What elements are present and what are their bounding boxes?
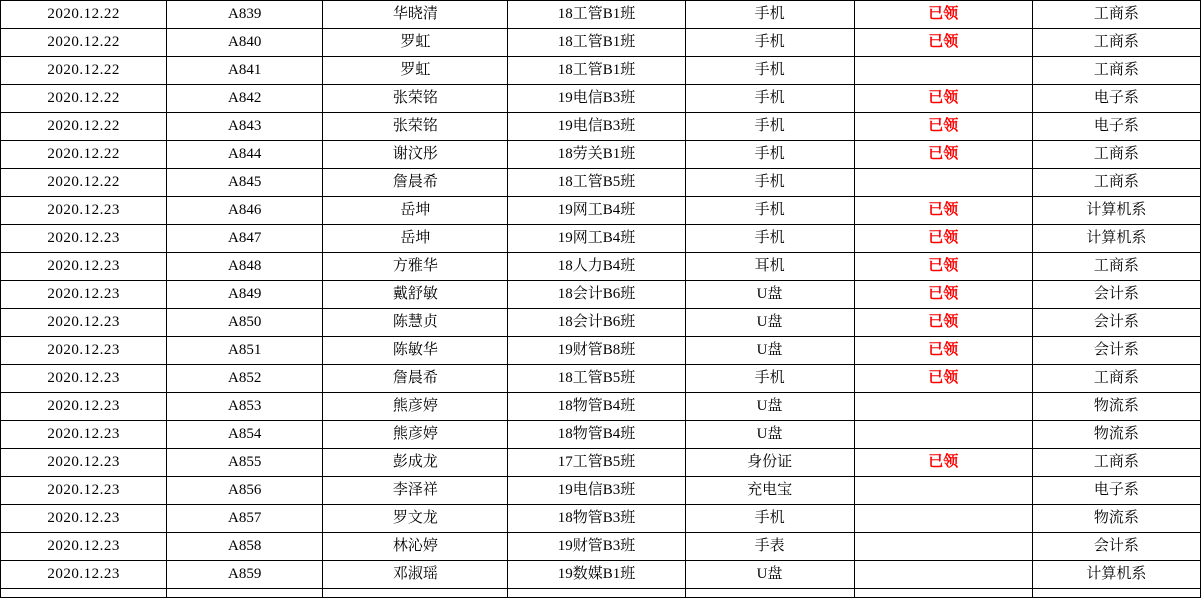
cell-name: 林沁婷 [323, 533, 508, 561]
cell-dept: 电子系 [1032, 85, 1200, 113]
cell-dept: 物流系 [1032, 421, 1200, 449]
cell-item: 身份证 [685, 449, 854, 477]
cell-id: A840 [167, 29, 323, 57]
cell-item: 手表 [685, 533, 854, 561]
cell-id: A854 [167, 421, 323, 449]
table-row [1, 169, 1201, 197]
cell-class: 18工管B1班 [508, 57, 685, 85]
cell-class: 18工管B1班 [508, 1, 685, 29]
cell-id: A850 [167, 309, 323, 337]
cell-date [1, 589, 167, 598]
cell-status [854, 561, 1032, 589]
cell-name: 彭成龙 [323, 449, 508, 477]
cell-item: U盘 [685, 337, 854, 365]
cell-status [854, 477, 1032, 505]
cell-date: 2020.12.22 [1, 169, 167, 197]
cell-id: A845 [167, 169, 323, 197]
cell-name: 陈慧贞 [323, 309, 508, 337]
cell-item: U盘 [685, 281, 854, 309]
cell-item: U盘 [685, 309, 854, 337]
cell-class: 19财管B8班 [508, 337, 685, 365]
table-row [1, 197, 1201, 225]
cell-class: 18物管B4班 [508, 393, 685, 421]
cell-item: 手机 [685, 169, 854, 197]
cell-name: 谢汶彤 [323, 141, 508, 169]
cell-id: A851 [167, 337, 323, 365]
cell-item: 手机 [685, 505, 854, 533]
cell-dept: 会计系 [1032, 533, 1200, 561]
cell-class: 19网工B4班 [508, 225, 685, 253]
cell-dept: 会计系 [1032, 281, 1200, 309]
cell-id: A847 [167, 225, 323, 253]
cell-id: A849 [167, 281, 323, 309]
cell-status: 已领 [854, 1, 1032, 29]
table-row [1, 253, 1201, 281]
cell-status: 已领 [854, 85, 1032, 113]
table-row [1, 85, 1201, 113]
cell-date: 2020.12.22 [1, 141, 167, 169]
cell-name: 李泽祥 [323, 477, 508, 505]
cell-name: 戴舒敏 [323, 281, 508, 309]
cell-status [854, 57, 1032, 85]
cell-item [685, 589, 854, 598]
cell-dept: 工商系 [1032, 57, 1200, 85]
cell-id: A856 [167, 477, 323, 505]
cell-class: 18工管B1班 [508, 29, 685, 57]
cell-name: 罗文龙 [323, 505, 508, 533]
cell-date: 2020.12.22 [1, 113, 167, 141]
cell-date: 2020.12.22 [1, 57, 167, 85]
table-row [1, 141, 1201, 169]
cell-status: 已领 [854, 281, 1032, 309]
cell-id: A848 [167, 253, 323, 281]
cell-item: 手机 [685, 1, 854, 29]
cell-class: 18物管B3班 [508, 505, 685, 533]
cell-item: 手机 [685, 29, 854, 57]
cell-item: 手机 [685, 225, 854, 253]
cell-name: 罗虹 [323, 29, 508, 57]
cell-id: A846 [167, 197, 323, 225]
cell-id: A843 [167, 113, 323, 141]
cell-dept: 工商系 [1032, 365, 1200, 393]
cell-date: 2020.12.23 [1, 421, 167, 449]
cell-item: 手机 [685, 141, 854, 169]
cell-dept: 电子系 [1032, 477, 1200, 505]
cell-dept: 工商系 [1032, 1, 1200, 29]
table-row [1, 281, 1201, 309]
table-row [1, 421, 1201, 449]
cell-name: 罗虹 [323, 57, 508, 85]
cell-name: 岳坤 [323, 225, 508, 253]
cell-id: A852 [167, 365, 323, 393]
cell-name: 熊彦婷 [323, 393, 508, 421]
cell-name: 邓淑瑶 [323, 561, 508, 589]
cell-status [854, 421, 1032, 449]
cell-status: 已领 [854, 225, 1032, 253]
cell-class: 19网工B4班 [508, 197, 685, 225]
cell-date: 2020.12.23 [1, 309, 167, 337]
cell-status: 已领 [854, 113, 1032, 141]
cell-item: 耳机 [685, 253, 854, 281]
cell-class: 18会计B6班 [508, 281, 685, 309]
cell-id: A857 [167, 505, 323, 533]
cell-class: 19电信B3班 [508, 113, 685, 141]
cell-name: 张荣铭 [323, 85, 508, 113]
cell-name: 方雅华 [323, 253, 508, 281]
cell-status: 已领 [854, 449, 1032, 477]
cell-class: 19财管B3班 [508, 533, 685, 561]
cell-id: A855 [167, 449, 323, 477]
cell-dept: 工商系 [1032, 29, 1200, 57]
cell-dept: 会计系 [1032, 309, 1200, 337]
cell-status: 已领 [854, 365, 1032, 393]
cell-name: 詹晨希 [323, 365, 508, 393]
cell-dept: 工商系 [1032, 253, 1200, 281]
cell-class: 18会计B6班 [508, 309, 685, 337]
cell-status [854, 589, 1032, 598]
cell-class: 18物管B4班 [508, 421, 685, 449]
cell-id: A844 [167, 141, 323, 169]
cell-date: 2020.12.23 [1, 365, 167, 393]
cell-date: 2020.12.23 [1, 281, 167, 309]
cell-status [854, 505, 1032, 533]
cell-status: 已领 [854, 309, 1032, 337]
cell-date: 2020.12.22 [1, 1, 167, 29]
cell-dept: 计算机系 [1032, 225, 1200, 253]
cell-name: 张荣铭 [323, 113, 508, 141]
cell-class: 18工管B5班 [508, 365, 685, 393]
cell-date: 2020.12.23 [1, 197, 167, 225]
table-row [1, 449, 1201, 477]
cell-item: U盘 [685, 393, 854, 421]
cell-date: 2020.12.23 [1, 477, 167, 505]
cell-item: 手机 [685, 57, 854, 85]
cell-dept: 物流系 [1032, 393, 1200, 421]
cell-dept: 计算机系 [1032, 197, 1200, 225]
cell-dept: 会计系 [1032, 337, 1200, 365]
cell-class: 18劳关B1班 [508, 141, 685, 169]
table-row [1, 57, 1201, 85]
cell-id: A858 [167, 533, 323, 561]
cell-class: 17工管B5班 [508, 449, 685, 477]
cell-item: U盘 [685, 421, 854, 449]
cell-date: 2020.12.22 [1, 85, 167, 113]
cell-dept [1032, 589, 1200, 598]
cell-name: 华晓清 [323, 1, 508, 29]
table-row [1, 561, 1201, 589]
cell-class: 19电信B3班 [508, 85, 685, 113]
cell-date: 2020.12.23 [1, 225, 167, 253]
cell-date: 2020.12.23 [1, 449, 167, 477]
cell-item: 手机 [685, 197, 854, 225]
cell-status: 已领 [854, 141, 1032, 169]
cell-name: 岳坤 [323, 197, 508, 225]
table-row [1, 309, 1201, 337]
cell-id: A839 [167, 1, 323, 29]
cell-dept: 工商系 [1032, 449, 1200, 477]
table-row [1, 505, 1201, 533]
cell-item: 充电宝 [685, 477, 854, 505]
table-body [1, 1, 1201, 598]
table-row [1, 1, 1201, 29]
cell-item: 手机 [685, 365, 854, 393]
cell-date: 2020.12.23 [1, 253, 167, 281]
cell-status: 已领 [854, 253, 1032, 281]
cell-status: 已领 [854, 29, 1032, 57]
cell-id: A853 [167, 393, 323, 421]
cell-class [508, 589, 685, 598]
cell-id: A841 [167, 57, 323, 85]
table-row [1, 393, 1201, 421]
cell-dept: 工商系 [1032, 141, 1200, 169]
cell-date: 2020.12.23 [1, 505, 167, 533]
table-row [1, 225, 1201, 253]
table-row [1, 337, 1201, 365]
cell-name: 詹晨希 [323, 169, 508, 197]
table-row [1, 477, 1201, 505]
cell-dept: 计算机系 [1032, 561, 1200, 589]
cell-id: A859 [167, 561, 323, 589]
cell-class: 19电信B3班 [508, 477, 685, 505]
table-row [1, 365, 1201, 393]
table-row [1, 29, 1201, 57]
cell-name: 熊彦婷 [323, 421, 508, 449]
cell-dept: 工商系 [1032, 169, 1200, 197]
cell-class: 18工管B5班 [508, 169, 685, 197]
table-row [1, 533, 1201, 561]
cell-status [854, 533, 1032, 561]
cell-status: 已领 [854, 197, 1032, 225]
cell-status [854, 393, 1032, 421]
cell-item: U盘 [685, 561, 854, 589]
table-row [1, 589, 1201, 598]
cell-date: 2020.12.22 [1, 29, 167, 57]
cell-class: 18人力B4班 [508, 253, 685, 281]
cell-class: 19数媒B1班 [508, 561, 685, 589]
cell-name [323, 589, 508, 598]
cell-id [167, 589, 323, 598]
table-row [1, 113, 1201, 141]
cell-item: 手机 [685, 85, 854, 113]
cell-name: 陈敏华 [323, 337, 508, 365]
cell-date: 2020.12.23 [1, 561, 167, 589]
cell-date: 2020.12.23 [1, 533, 167, 561]
cell-item: 手机 [685, 113, 854, 141]
cell-dept: 物流系 [1032, 505, 1200, 533]
cell-status: 已领 [854, 337, 1032, 365]
cell-dept: 电子系 [1032, 113, 1200, 141]
cell-id: A842 [167, 85, 323, 113]
cell-date: 2020.12.23 [1, 393, 167, 421]
cell-date: 2020.12.23 [1, 337, 167, 365]
cell-status [854, 169, 1032, 197]
